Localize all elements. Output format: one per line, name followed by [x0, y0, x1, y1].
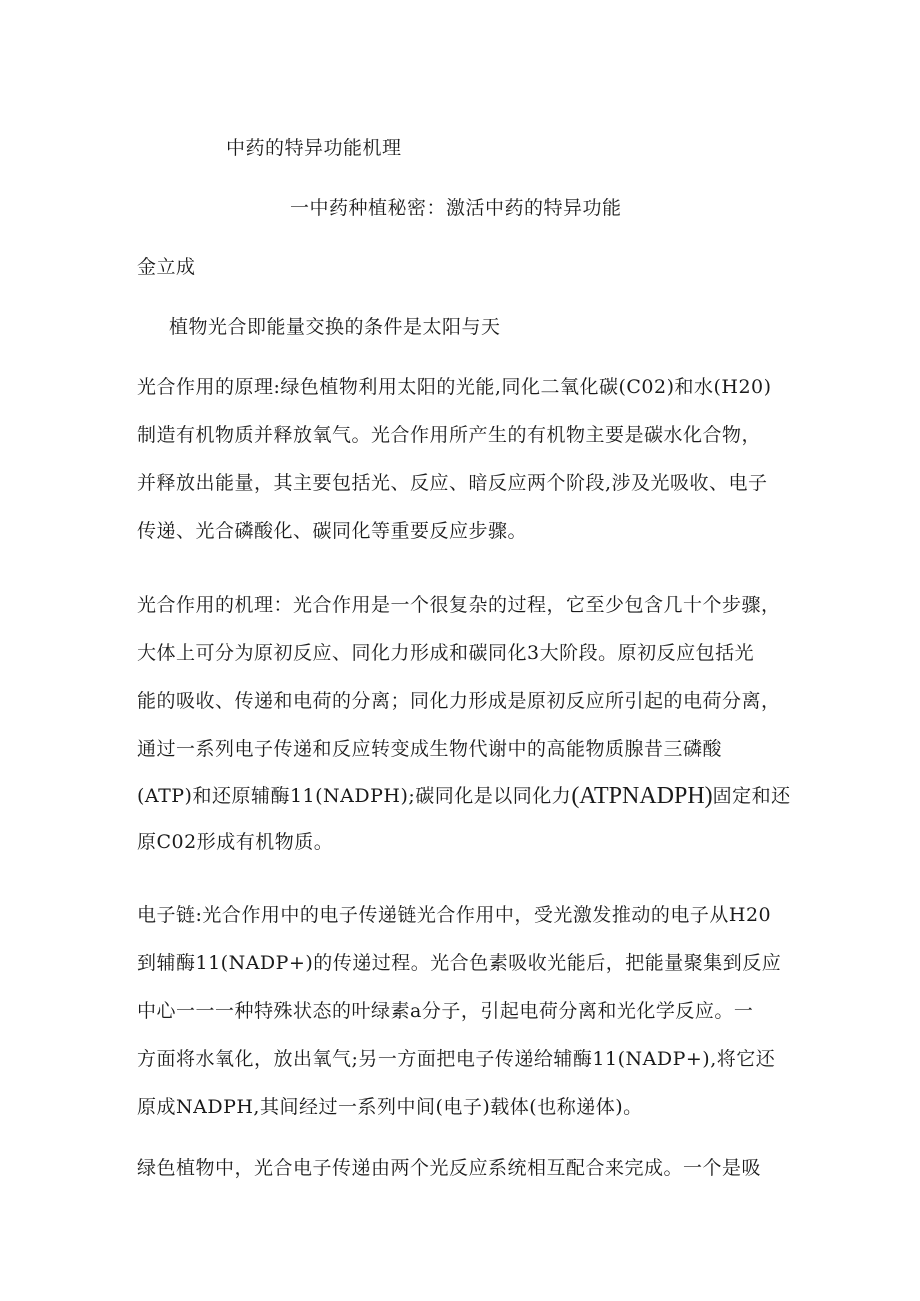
paragraph-line: 原成NADPH,其间经过一系列中间(电子)载体(也称递体)。: [137, 1096, 643, 1118]
paragraph-line: 通过一系列电子传递和反应转变成生物代谢中的高能物质腺昔三磷酸: [137, 738, 723, 760]
paragraph-line: 制造有机物质并释放氧气。光合作用所产生的有机物主要是碳水化合物，: [137, 424, 762, 446]
paragraph-line: 光合作用的机理：光合作用是一个很复杂的过程，它至少包含几十个步骤，: [137, 594, 781, 616]
line-text-large: (ATPNADPH): [571, 783, 713, 809]
paragraph-line: 中心一一一种特殊状态的叶绿素a分子，引起电荷分离和光化学反应。一: [137, 1000, 754, 1022]
line-text-before: (ATP)和还原辅酶11(NADPH);碳同化是以同化力: [137, 785, 572, 807]
paragraph-line: 大体上可分为原初反应、同化力形成和碳同化3大阶段。原初反应包括光: [137, 642, 755, 664]
paragraph-line: 方面将水氧化，放出氧气;另一方面把电子传递给辅酶11(NADP+),将它还: [137, 1048, 776, 1070]
document-subtitle: 一中药种植秘密：激活中药的特异功能: [290, 197, 622, 219]
paragraph-line: 电子链:光合作用中的电子传递链光合作用中，受光激发推动的电子从H20: [137, 904, 772, 926]
document-author: 金立成: [137, 256, 196, 278]
paragraph-line: 到辅酶11(NADP+)的传递过程。光合色素吸收光能后，把能量聚集到反应: [137, 952, 782, 974]
lead-sentence: 植物光合即能量交换的条件是太阳与天: [169, 316, 501, 338]
paragraph-line: 并释放出能量，其主要包括光、反应、暗反应两个阶段,涉及光吸收、电子: [137, 472, 768, 494]
document-title: 中药的特异功能机理: [226, 137, 402, 159]
paragraph-line: 光合作用的原理:绿色植物利用太阳的光能,同化二氧化碳(C02)和水(H20): [137, 376, 772, 398]
paragraph-line: 传递、光合磷酸化、碳同化等重要反应步骤。: [137, 520, 528, 542]
paragraph-line: 绿色植物中，光合电子传递由两个光反应系统相互配合来完成。一个是吸: [137, 1157, 762, 1179]
line-text-after: 固定和还: [712, 785, 791, 807]
paragraph-line-mixed: [137, 783, 791, 808]
paragraph-line: 原C02形成有机物质。: [137, 831, 334, 853]
paragraph-line: 能的吸收、传递和电荷的分离；同化力形成是原初反应所引起的电荷分离，: [137, 690, 781, 712]
